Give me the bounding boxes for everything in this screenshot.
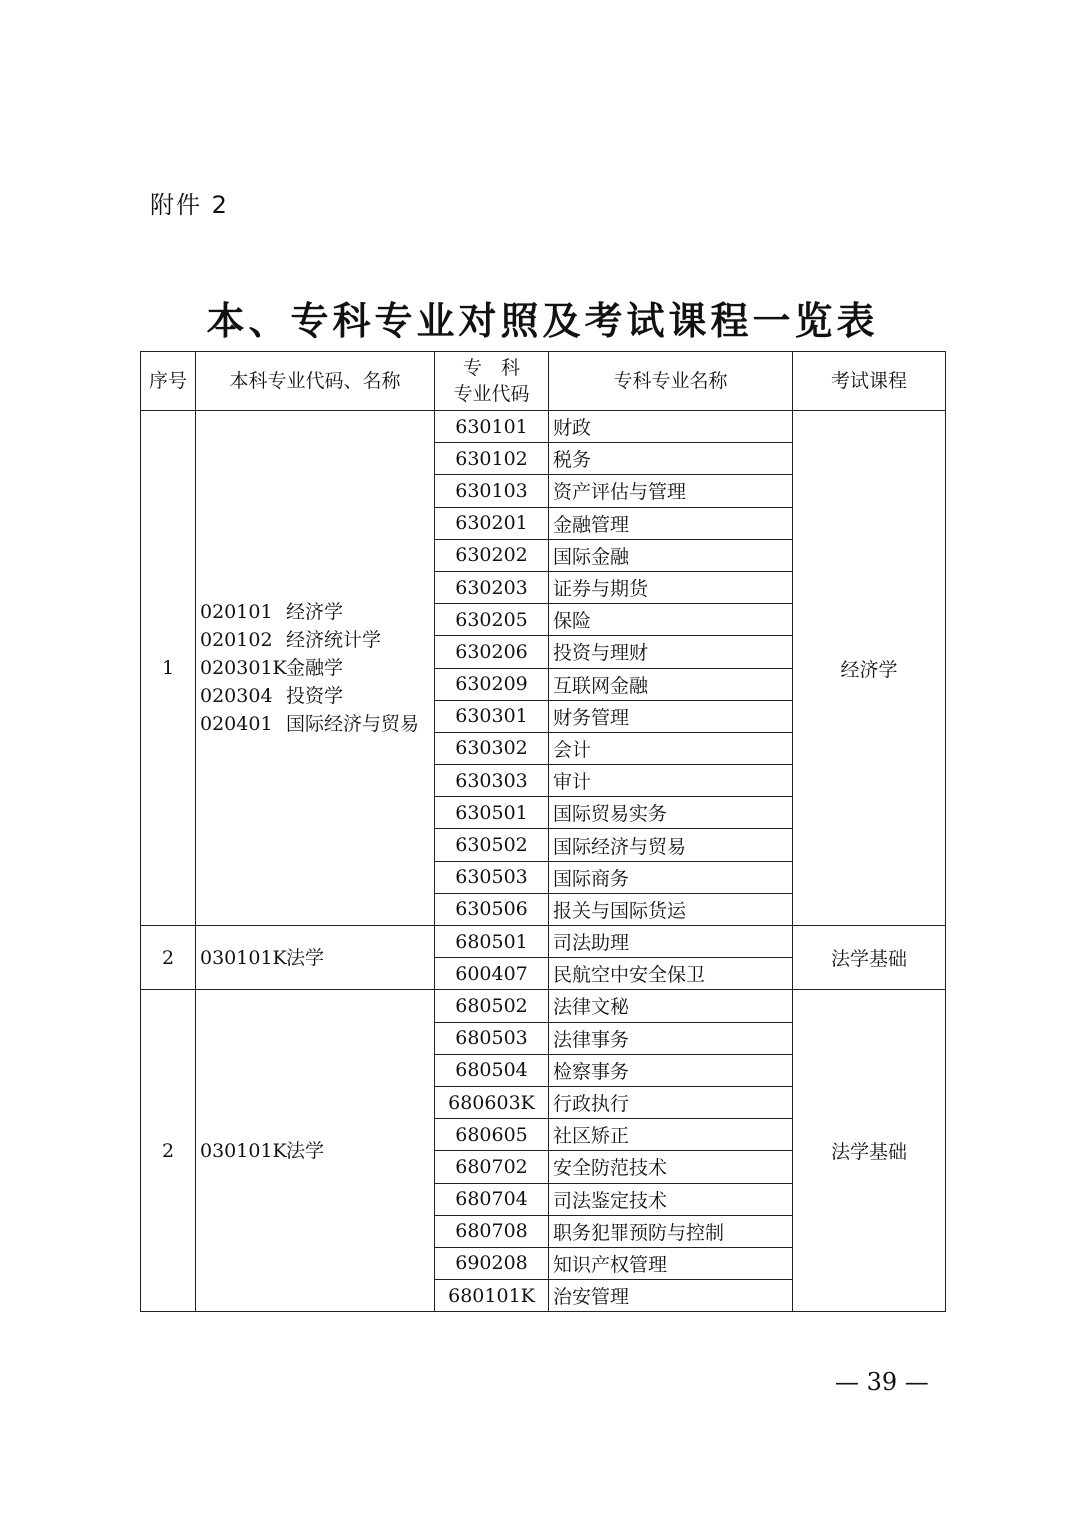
page-title: 本、专科专业对照及考试课程一览表 <box>206 299 879 343</box>
junior-major-name: 国际商务 <box>549 861 793 893</box>
undergrad-major-code: 030101K <box>200 1139 287 1162</box>
junior-major-name: 国际经济与贸易 <box>549 829 793 861</box>
junior-major-name: 报关与国际货运 <box>549 893 793 925</box>
junior-major-name: 财务管理 <box>549 700 793 732</box>
junior-major-code: 680603K <box>435 1086 549 1118</box>
junior-major-name: 审计 <box>549 765 793 797</box>
junior-major-name: 司法助理 <box>549 926 793 958</box>
junior-major-code: 680605 <box>435 1119 549 1151</box>
junior-major-code: 680101K <box>435 1280 549 1312</box>
undergrad-major-name: 经济学 <box>286 601 344 623</box>
undergrad-majors-cell <box>196 926 435 990</box>
junior-major-code: 630303 <box>435 765 549 797</box>
junior-major-code: 630101 <box>435 411 549 443</box>
junior-major-code: 680502 <box>435 990 549 1022</box>
junior-major-code: 680501 <box>435 926 549 958</box>
junior-major-code: 630501 <box>435 797 549 829</box>
undergrad-major-item <box>200 682 434 710</box>
undergrad-major-name: 经济统计学 <box>286 629 382 651</box>
junior-major-code: 680708 <box>435 1215 549 1247</box>
undergrad-major-item <box>200 598 434 626</box>
junior-major-code: 630202 <box>435 539 549 571</box>
junior-major-code: 630302 <box>435 732 549 764</box>
undergrad-major-code: 020401 <box>200 713 273 735</box>
undergrad-major-name: 金融学 <box>286 657 344 679</box>
junior-major-code: 630506 <box>435 893 549 925</box>
undergrad-major-item <box>200 1137 434 1165</box>
junior-major-name: 互联网金融 <box>549 668 793 700</box>
table-body <box>141 411 946 1312</box>
exam-course: 法学基础 <box>793 990 946 1312</box>
undergrad-major-name: 法学 <box>286 946 325 969</box>
undergrad-major-name: 国际经济与贸易 <box>286 713 420 735</box>
junior-major-code: 630102 <box>435 443 549 475</box>
table-header-row <box>141 352 946 411</box>
junior-major-name: 民航空中安全保卫 <box>549 958 793 990</box>
junior-major-name: 国际贸易实务 <box>549 797 793 829</box>
junior-major-name: 司法鉴定技术 <box>549 1183 793 1215</box>
junior-major-name: 税务 <box>549 443 793 475</box>
exam-course: 法学基础 <box>793 926 946 990</box>
header-no: 序号 <box>141 352 196 411</box>
junior-major-name: 资产评估与管理 <box>549 475 793 507</box>
undergrad-major-code: 020304 <box>200 685 273 707</box>
header-undergrad: 本科专业代码、名称 <box>196 352 435 411</box>
junior-major-name: 法律文秘 <box>549 990 793 1022</box>
undergrad-major-item <box>200 944 434 972</box>
junior-major-name: 社区矫正 <box>549 1119 793 1151</box>
junior-major-code: 630502 <box>435 829 549 861</box>
junior-major-name: 检察事务 <box>549 1054 793 1086</box>
junior-major-name: 会计 <box>549 732 793 764</box>
junior-major-code: 630503 <box>435 861 549 893</box>
undergrad-major-code: 020102 <box>200 629 273 651</box>
junior-major-name: 投资与理财 <box>549 636 793 668</box>
junior-major-name: 知识产权管理 <box>549 1247 793 1279</box>
junior-major-code: 630205 <box>435 604 549 636</box>
table-row <box>141 411 946 443</box>
undergrad-major-item <box>200 654 434 682</box>
junior-major-name: 国际金融 <box>549 539 793 571</box>
junior-major-code: 600407 <box>435 958 549 990</box>
undergrad-major-item <box>200 626 434 654</box>
junior-major-code: 680702 <box>435 1151 549 1183</box>
header-code-line1: 专 科 <box>462 357 520 379</box>
junior-major-code: 630206 <box>435 636 549 668</box>
undergrad-major-code: 020301K <box>200 657 287 679</box>
attachment-label: 附件 2 <box>150 191 229 219</box>
table-row <box>141 926 946 958</box>
undergrad-majors-cell <box>196 990 435 1312</box>
junior-major-name: 金融管理 <box>549 507 793 539</box>
junior-major-code: 630201 <box>435 507 549 539</box>
junior-major-name: 法律事务 <box>549 1022 793 1054</box>
undergrad-major-code: 020101 <box>200 601 273 623</box>
junior-major-name: 职务犯罪预防与控制 <box>549 1215 793 1247</box>
junior-major-name: 行政执行 <box>549 1086 793 1118</box>
junior-major-code: 680704 <box>435 1183 549 1215</box>
junior-major-name: 证券与期货 <box>549 571 793 603</box>
row-number: 2 <box>141 926 196 990</box>
junior-major-name: 治安管理 <box>549 1280 793 1312</box>
header-code <box>435 352 549 411</box>
undergrad-major-code: 030101K <box>200 946 287 969</box>
junior-major-code: 630103 <box>435 475 549 507</box>
junior-major-name: 安全防范技术 <box>549 1151 793 1183</box>
table-row <box>141 990 946 1022</box>
junior-major-code: 630301 <box>435 700 549 732</box>
undergrad-major-name: 投资学 <box>286 685 344 707</box>
major-table <box>140 351 946 1312</box>
row-number: 2 <box>141 990 196 1312</box>
junior-major-code: 690208 <box>435 1247 549 1279</box>
junior-major-code: 680504 <box>435 1054 549 1086</box>
row-number: 1 <box>141 411 196 926</box>
undergrad-majors-cell <box>196 411 435 926</box>
junior-major-code: 630203 <box>435 571 549 603</box>
undergrad-major-item <box>200 710 434 738</box>
junior-major-code: 680503 <box>435 1022 549 1054</box>
header-course: 考试课程 <box>793 352 946 411</box>
header-name: 专科专业名称 <box>549 352 793 411</box>
junior-major-name: 保险 <box>549 604 793 636</box>
undergrad-major-name: 法学 <box>286 1139 325 1162</box>
exam-course: 经济学 <box>793 411 946 926</box>
page-number: — 39 — <box>835 1368 929 1396</box>
header-code-line2: 专业代码 <box>453 383 530 405</box>
junior-major-name: 财政 <box>549 411 793 443</box>
junior-major-code: 630209 <box>435 668 549 700</box>
